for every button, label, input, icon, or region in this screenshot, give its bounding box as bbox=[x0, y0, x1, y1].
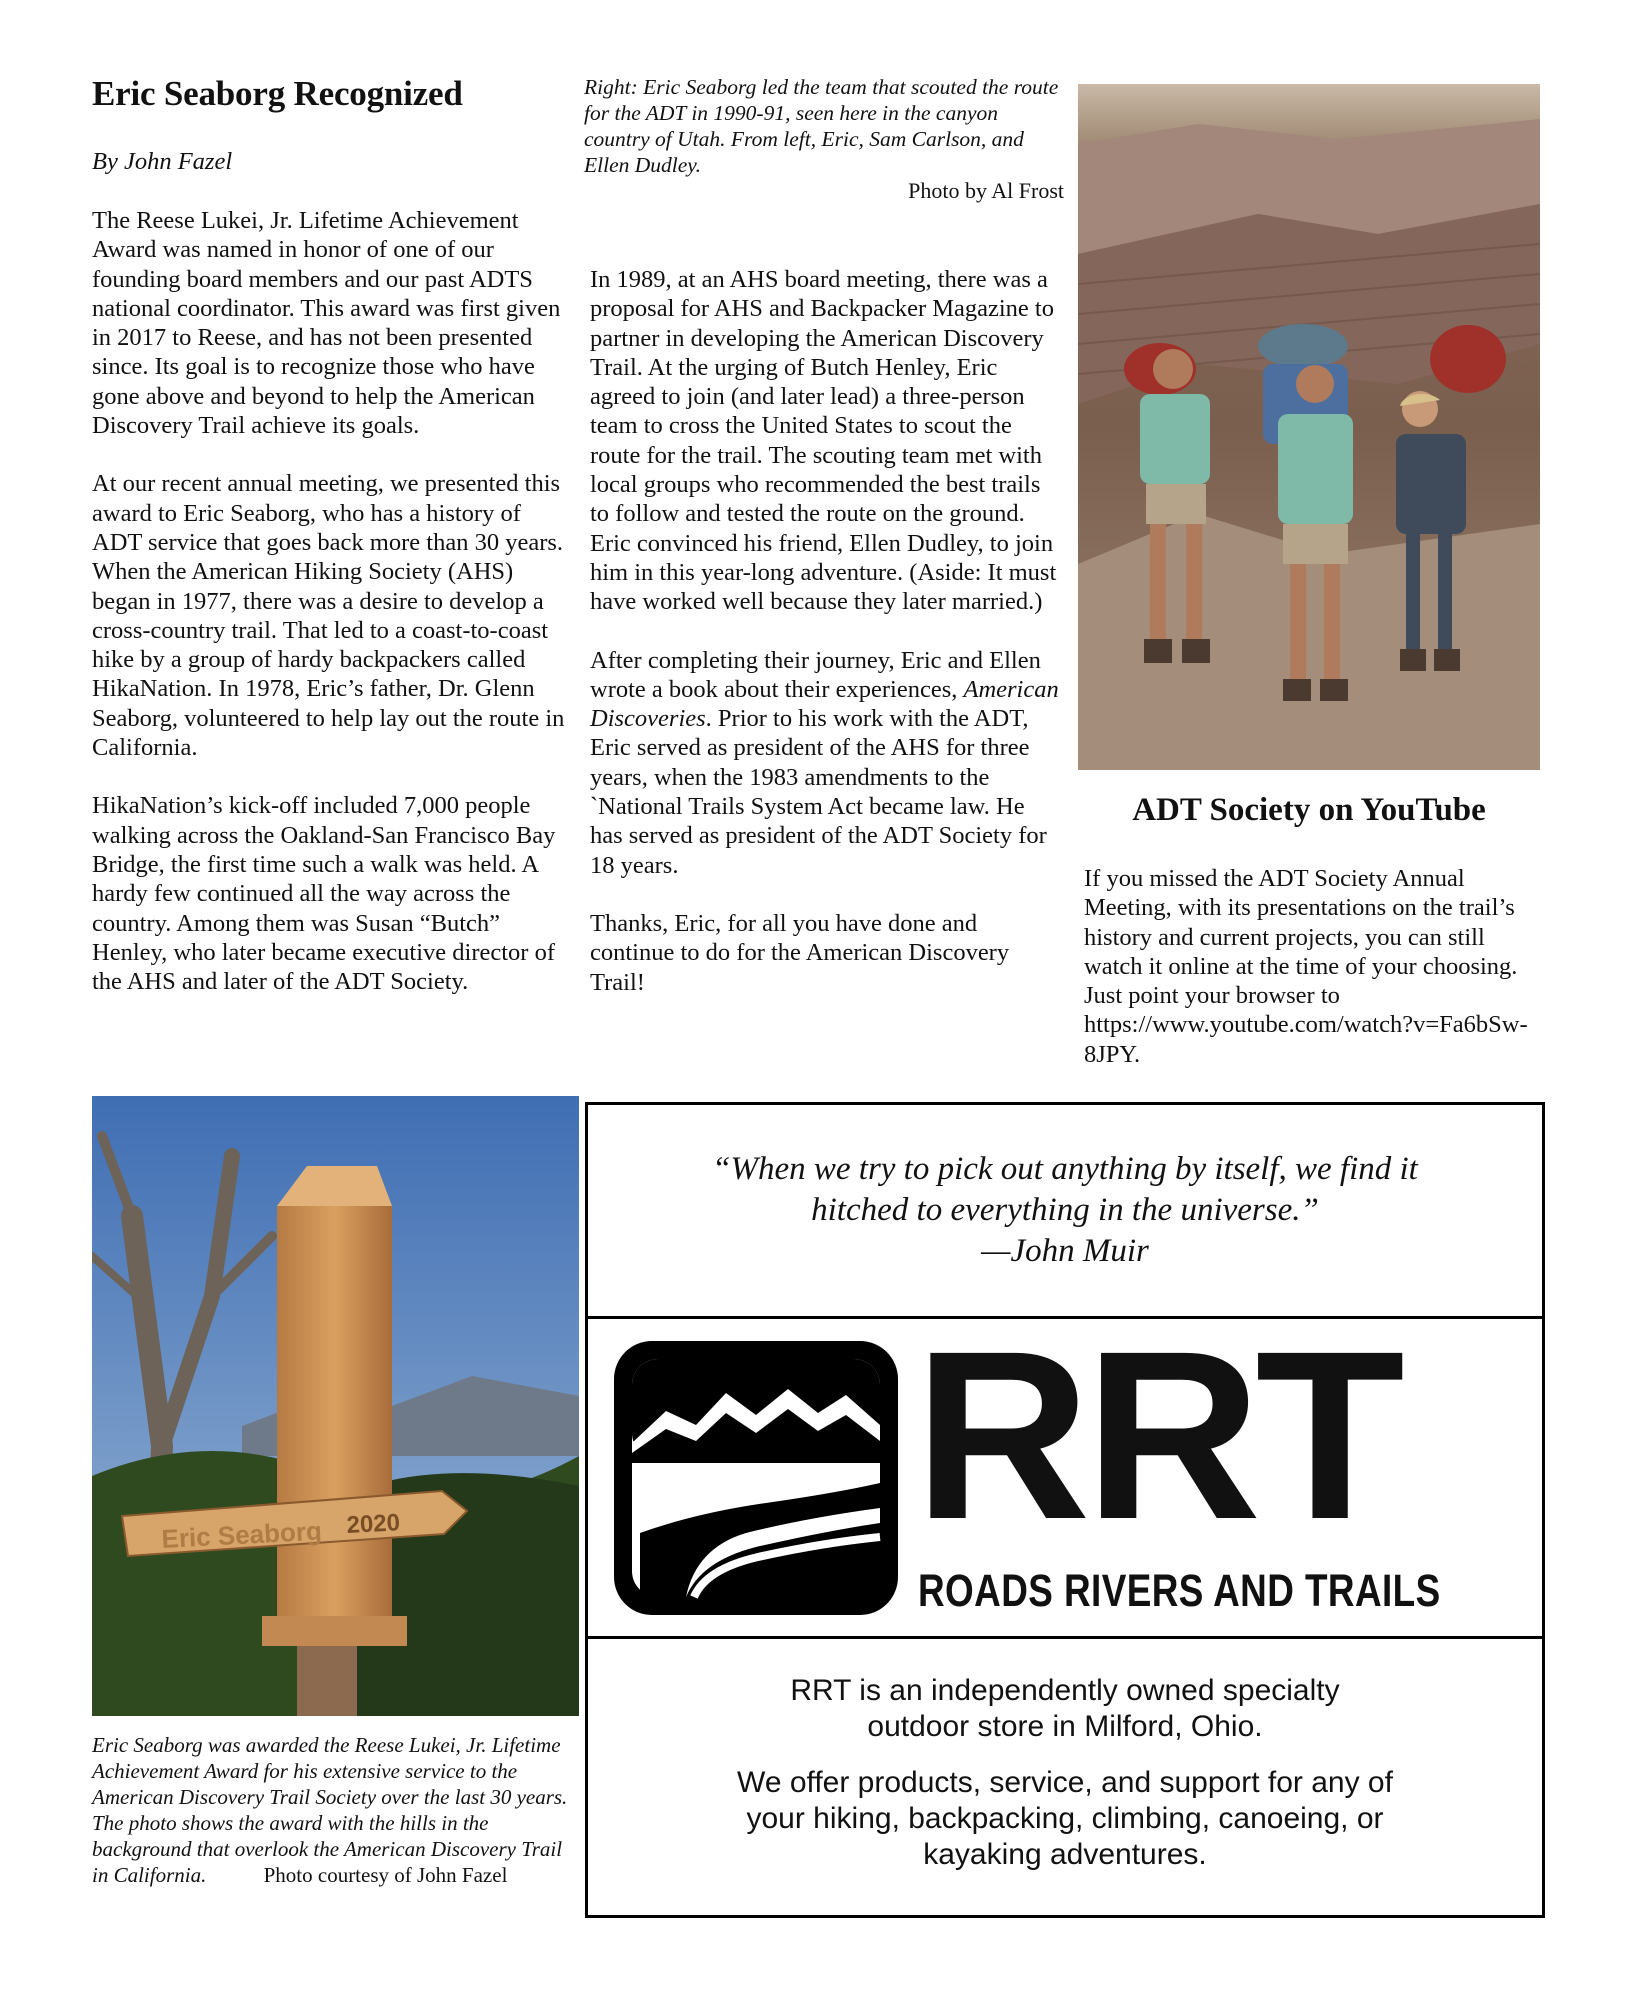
logo-subtitle: ROADS RIVERS AND TRAILS bbox=[918, 1565, 1441, 1616]
award-photo-caption bbox=[92, 1732, 577, 1888]
rrt-logo bbox=[606, 1301, 1526, 1623]
award-post-image bbox=[92, 1096, 579, 1716]
photo-credit: Photo by Al Frost bbox=[908, 178, 1064, 203]
youtube-heading: ADT Society on YouTube bbox=[1132, 792, 1486, 828]
book-title: American Discoveries bbox=[590, 675, 1059, 733]
sign-year-text: 2020 bbox=[345, 1509, 401, 1539]
text-run: . Prior to his work with the ADT, Eric served as president of the AHS for three years, when the 1983 amendments to the `National Trails System Act became law. He has served as president of the ADT Society for 18 years. bbox=[590, 705, 1047, 879]
article-paragraph: HikaNation’s kick-off included 7,000 people walking across the Oakland-San Francisco Bay Bridge, the first time such a walk was held. A hardy few continued all the way across the country. Among them was Susan “Butch” Henley, who later became executive director of the AHS and later of the ADT Society. bbox=[92, 792, 556, 996]
caption-text: Right: Eric Seaborg led the team that scouted the route for the ADT in 1990-91, seen here in the canyon country of Utah. From left, Eric, Sam Carlson, and Ellen Dudley. bbox=[584, 75, 1059, 177]
sign-name-text: Eric Seaborg bbox=[160, 1515, 323, 1554]
article-paragraph-part bbox=[590, 647, 1059, 879]
caption-text: Eric Seaborg was awarded the Reese Lukei, Jr. Lifetime Achievement Award for his extensive service to the American Discovery Trail Society over the last 30 years. The photo shows the award with the hills in the background that overlook the American Discovery Trail in California. bbox=[92, 1733, 568, 1887]
byline: By John Fazel bbox=[92, 148, 233, 175]
award-photo bbox=[92, 1096, 579, 1716]
text-run: After completing their journey, Eric and Ellen wrote a book about their experiences, bbox=[590, 646, 1041, 703]
youtube-text: If you missed the ADT Society Annual Meeting, with its presentations on the trail’s history and current projects, you can still watch it online at the time of your choosing. Just point your browser to https://www.youtube.com/watch?v=Fa6bSw-8JPY. bbox=[1084, 865, 1528, 1068]
ad-paragraph: We offer products, service, and support for any of your hiking, backpacking, climbing, canoeing, or kayaking adventures. bbox=[737, 1766, 1393, 1871]
photo-caption-top bbox=[584, 74, 1064, 204]
ad-divider bbox=[588, 1636, 1542, 1639]
ad-paragraph: RRT is an independently owned specialty outdoor store in Milford, Ohio. bbox=[790, 1674, 1340, 1743]
photo-credit: Photo courtesy of John Fazel bbox=[263, 1863, 508, 1887]
article-paragraph bbox=[590, 646, 1060, 880]
article-paragraph: The Reese Lukei, Jr. Lifetime Achievement Award was named in honor of one of our founding board members and our past ADTS national coordinator. This award was first given in 2017 to Reese, and has not been presented since. Its goal is to recognize those who have gone above and beyond to help the American Discovery Trail achieve its goals. bbox=[92, 207, 561, 440]
canyon-hikers-image bbox=[1078, 84, 1540, 770]
logo-letters: RRT bbox=[914, 1301, 1399, 1569]
article-paragraph: Thanks, Eric, for all you have done and continue to do for the American Discovery Trail! bbox=[590, 909, 1010, 996]
article-paragraph: In 1989, at an AHS board meeting, there was a proposal for AHS and Backpacker Magazine to partner in developing the American Discovery Trail. At the urging of Butch Henley, Eric agreed to join (and later lead) a three-person team to cross the United States to scout the route for the trail. The scouting team met with local groups who recommended the best trails to follow and tested the route on the ground. Eric convinced his friend, Ellen Dudley, to join him in this year-long adventure. (Aside: It must have worked well because they later married.) bbox=[590, 266, 1057, 616]
article-column-1 bbox=[92, 206, 567, 1025]
quote-text: “When we try to pick out anything by itself, we find it hitched to everything in the universe.” bbox=[712, 1151, 1418, 1228]
quote-author: —John Muir bbox=[981, 1233, 1149, 1269]
mountain-road-icon bbox=[606, 1333, 906, 1623]
article-title: Eric Seaborg Recognized bbox=[92, 74, 463, 113]
article-column-2 bbox=[590, 265, 1060, 1026]
muir-quote bbox=[588, 1149, 1542, 1272]
rrt-advertisement bbox=[585, 1102, 1545, 1918]
article-paragraph: At our recent annual meeting, we presented this award to Eric Seaborg, who has a history of ADT service that goes back more than 30 years. When the American Hiking Society (AHS) began in 1977, there was a desire to develop a cross-country trail. That led to a coast-to-coast hike by a group of hardy backpackers called HikaNation. In 1978, Eric’s father, Dr. Glenn Seaborg, volunteered to help lay out the route in California. bbox=[92, 470, 565, 762]
hikers-photo bbox=[1078, 84, 1540, 770]
ad-description bbox=[588, 1673, 1542, 1873]
